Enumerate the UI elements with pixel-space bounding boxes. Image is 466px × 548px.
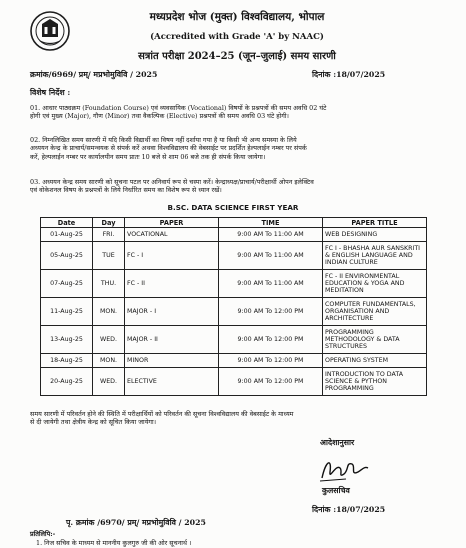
title-cell: FC - II ENVIRONMENTAL EDUCATION & YOGA AND MEDITATION [323,270,427,298]
title-cell: FC I - BHASHA AUR SANSKRITI & ENGLISH LANGUAGE AND INDIAN CULTURE [323,242,427,270]
change-notice [30,410,440,427]
column-header-paper: PAPER [125,218,219,228]
title-cell: WEB DESIGNING [323,228,427,242]
paper-cell: MAJOR - I [125,298,219,326]
table-row [41,242,427,270]
order-text: आदेशानुसार [320,438,355,447]
copy-item: 1. निज सचिव के माध्यम से माननीय कुलगुरु जी की ओर सूचनार्थ । [36,539,192,547]
day-cell: FRI. [93,228,125,242]
paper-cell: FC - II [125,270,219,298]
instructions-heading: विशेष निर्देश : [30,88,71,97]
university-emblem-icon [30,11,70,51]
table-header-row [41,218,427,228]
time-cell: 9:00 AM To 12:00 PM [219,368,323,396]
instruction-line: अध्ययन केन्द्र के प्राचार्य/समन्वयक से संपर्क करें अथवा विश्वविद्यालय की वेबसाईट पर प्रदर्शित हेल्पलाईन नम्बर पर संपर्क [30,144,307,153]
day-cell: WED. [93,368,125,396]
time-cell: 9:00 AM To 11:00 AM [219,242,323,270]
paper-cell: MAJOR - II [125,326,219,354]
date-cell: 18-Aug-25 [41,354,93,368]
time-cell: 9:00 AM To 11:00 AM [219,228,323,242]
time-cell: 9:00 AM To 11:00 AM [219,270,323,298]
instruction-line: एवं वोकेशनल विषय के प्रश्नपत्रों के लिये निर्धारित समय का विशेष रूप से ध्यान रखें। [30,186,222,195]
instruction-line: करें, हेल्पलाईन नम्बर पर कार्यालयीन समय प्रातः 10 बजे से शाम 06 बजे तक ही संपर्क किया जायेगा। [30,152,266,161]
date-cell: 20-Aug-25 [41,368,93,396]
reference-number: क्रमांक/6969/ प्रम्/ मप्रभोमुविवि / 2025 [30,70,158,79]
table-row [41,354,427,368]
notice-line: समय सारणी में परिवर्तन होने की स्थिति में परीक्षार्थियों को परिवर्तन की सूचना विश्वविद्यालय की वेबसाईट के माध्यम [30,410,294,418]
table-row [41,368,427,396]
date-cell: 13-Aug-25 [41,326,93,354]
handwritten-signature [316,454,374,486]
column-header-date: Date [41,218,93,228]
instruction-item [30,136,440,161]
day-cell: THU. [93,270,125,298]
table-row [41,228,427,242]
instruction-line: 01. आधार पाठ्यक्रम (Foundation Course) एवं व्यवसायिक (Vocational) विषयों के प्रश्नपत्रों की समय अवधि 02 घंटे [30,104,327,112]
date-cell: 01-Aug-25 [41,228,93,242]
reference-date: दिनांक :18/07/2025 [312,70,386,79]
table-row [41,326,427,354]
signatory-title: कुलसचिव [322,486,350,495]
day-cell: WED. [93,326,125,354]
paper-cell: VOCATIONAL [125,228,219,242]
title-cell: COMPUTER FUNDAMENTALS, ORGANISATION AND ARCHITECTURE [323,298,427,326]
time-cell: 9:00 AM To 12:00 PM [219,326,323,354]
table-row [41,298,427,326]
instruction-line: होगी एवं मुख्य (Major), गौण (Minor) तथा वैकल्पिक (Elective) प्रश्नपत्रों की समय अवधि 03 घंटे होगी। [30,112,289,121]
exam-timetable [40,217,427,396]
day-cell: TUE [93,242,125,270]
title-cell: INTRODUCTION TO DATA SCIENCE & PYTHON PROGRAMMING [323,368,427,396]
university-name: मध्यप्रदेश भोज (मुक्त) विश्वविद्यालय, भोपाल [149,11,325,23]
instruction-item [30,178,440,195]
copy-heading: प्रतिलिपि:- [30,530,56,538]
column-header-paper-title: PAPER TITLE [323,218,427,228]
instruction-line: 03. अध्ययन केन्द्र समय सारणी को सूचना पटल पर अनिवार्य रूप से चस्पा करें। केन्द्राध्यक्ष/प्राचार्य/परीक्षार्थी ओपन इलेक्टिव [30,178,314,186]
time-cell: 9:00 AM To 12:00 PM [219,354,323,368]
footer-date: दिनांक :18/07/2025 [312,505,386,514]
title-cell: OPERATING SYSTEM [323,354,427,368]
paper-cell: ELECTIVE [125,368,219,396]
accreditation-line: (Accredited with Grade 'A' by NAAC) [150,32,324,42]
footer-reference: पृ. क्रमांक /6970/ प्रम्/ मप्रभोमुविवि / 2025 [66,518,206,527]
instruction-item [30,104,440,121]
title-cell: PROGRAMMING METHODOLOGY & DATA STRUCTURES [323,326,427,354]
column-header-time: TIME [219,218,323,228]
day-cell: MON. [93,354,125,368]
notice-line: से दी जायेगी तथा क्षेत्रीय केन्द्र को सूचित किया जायेगा। [30,418,157,427]
date-cell: 05-Aug-25 [41,242,93,270]
paper-cell: FC - I [125,242,219,270]
exam-title: सत्रांत परीक्षा 2024–25 (जून–जुलाई) समय सारणी [138,51,336,62]
table-row [41,270,427,298]
day-cell: MON. [93,298,125,326]
date-cell: 07-Aug-25 [41,270,93,298]
time-cell: 9:00 AM To 12:00 PM [219,298,323,326]
column-header-day: Day [93,218,125,228]
paper-cell: MINOR [125,354,219,368]
date-cell: 11-Aug-25 [41,298,93,326]
instruction-line: 02. निम्नलिखित समय सारणी में यदि किसी विद्यार्थी का विषय नहीं दर्शाया गया है या किसी भी अन्य समस्या के लिये [30,136,297,144]
table-caption: B.SC. DATA SCIENCE FIRST YEAR [167,203,299,212]
